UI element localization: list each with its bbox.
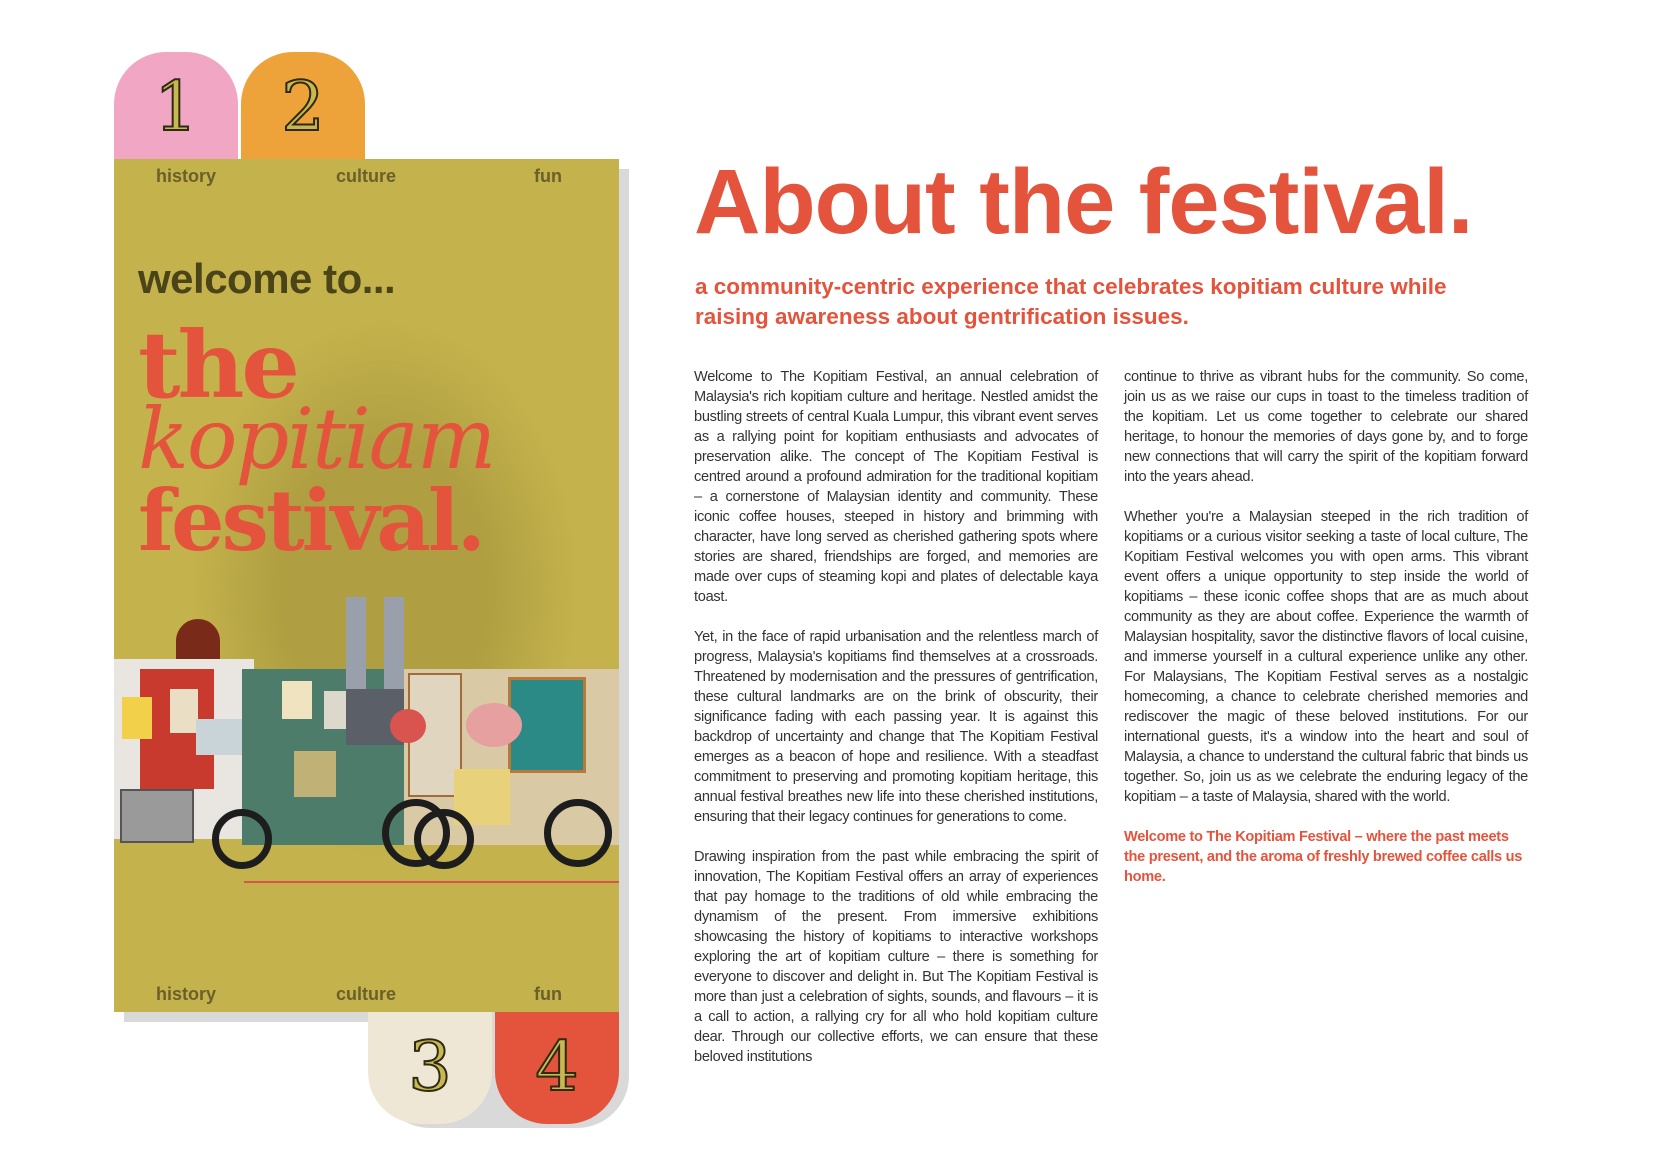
tagline-culture: culture	[336, 166, 397, 186]
article-column-2	[1124, 367, 1528, 907]
tab-number: 2	[281, 68, 325, 147]
poster-sign	[170, 689, 198, 733]
tab-number: 1	[154, 68, 198, 147]
tagline-history: history	[156, 984, 217, 1004]
tagline-culture: culture	[336, 984, 397, 1004]
article-subtitle: a community-centric experience that celebrates kopitiam culture while raising awareness about gentrification issues.	[695, 274, 1447, 329]
lantern	[390, 709, 426, 743]
article-title: About the festival.	[694, 151, 1473, 253]
poster-sign	[282, 681, 312, 719]
tagline-fun: fun	[534, 166, 562, 186]
poster	[114, 159, 619, 1012]
paragraph: Drawing inspiration from the past while embracing the spirit of innovation, The Kopitiam Festival offers an array of experiences that pay homage to the traditions of old while embracing the dynamism of the present. From immersive exhibitions showcasing the history of kopitiams to interactive workshops exploring the art of kopitiam culture – there is something for everyone to discover and delight in. But The Kopitiam Festival is more than just a celebration of sights, sounds, and flavours – it is a call to action, a rallying cry for all who hold kopitiam culture dear. Through our collective efforts, we can ensure that these beloved institutions	[694, 849, 1098, 1065]
cart-wheel	[212, 809, 272, 869]
street-illustration	[114, 599, 619, 899]
poster-sign	[196, 719, 244, 755]
tagline-history: history	[156, 166, 217, 186]
tab-4[interactable]	[495, 1012, 619, 1124]
closing-statement: Welcome to The Kopitiam Festival – where the past meets the present, and the aroma of freshly brewed coffee calls us home.	[1124, 829, 1523, 885]
poster-sign	[294, 751, 336, 797]
tab-3[interactable]	[368, 1012, 492, 1124]
ground-line	[244, 881, 619, 883]
cart-wheel	[544, 799, 612, 867]
tab-2[interactable]	[241, 52, 365, 164]
paragraph: Yet, in the face of rapid urbanisation and the relentless march of progress, Malaysia's kopitiams find themselves at a crossroads. Threatened by modernisation and the pressures of gentrification, these cultural landmarks are on the brink of obscurity, their significance fading with each passing year. It is against this backdrop of uncertainty and change that The Kopitiam Festival emerges as a beacon of hope and resilience. With a steadfast commitment to preserving and promoting kopitiam heritage, this annual festival breathes new life into these cherished institutions, ensuring that their legacy continues for generations to come.	[694, 629, 1098, 825]
festival-title-line3: festival.	[138, 471, 483, 570]
paragraph: Welcome to The Kopitiam Festival, an annual celebration of Malaysia's rich kopitiam culture and heritage. Nestled amidst the bustling streets of central Kuala Lumpur, this vibrant event serves as a rallying point for kopitiam enthusiasts and advocates of preservation alike. The concept of The Kopitiam Festival is centred around a profound admiration for the traditional kopitiam – a cornerstone of Malaysian identity and community. These iconic coffee houses, steeped in history and brimming with character, have long served as cherished gathering spots where stories are shared, friendships are forged, and memories are made over cups of steaming kopi and plates of delectable kaya toast.	[694, 369, 1098, 605]
festival-title-line2: kopitiam	[138, 390, 495, 488]
paragraph: continue to thrive as vibrant hubs for the community. So come, join us as we raise our cups in toast to the timeless tradition of the kopitiam. Let us come together to celebrate our shared heritage, to honour the memories of days gone by, and to forge new connections that will carry the spirit of the kopitiam forward into the years ahead.	[1124, 369, 1528, 485]
festival-title-line1: the	[138, 311, 297, 419]
poster-sign	[122, 697, 152, 739]
lantern	[466, 703, 522, 747]
tab-1[interactable]	[114, 52, 238, 164]
tab-number: 4	[535, 1028, 579, 1107]
paragraph: Whether you're a Malaysian steeped in the rich tradition of kopitiams or a curious visitor seeking a taste of local culture, The Kopitiam Festival welcomes you with open arms. This vibrant event offers a unique opportunity to step inside the world of kopitiams – these iconic coffee shops that are as much about community as they are about coffee. Experience the warmth of Malaysian hospitality, savor the distinctive flavors of local cuisine, and immerse yourself in a cultural experience unlike any other. For Malaysians, The Kopitiam Festival serves as a nostalgic homecoming, a chance to celebrate cherished memories and rediscover the magic of these beloved institutions. For our international guests, it's a window into the heart and soul of Malaysia, a chance to understand the cultural fabric that binds us together. So, join us as we celebrate the enduring legacy of the kopitiam – a taste of Malaysia, shared with the world.	[1124, 509, 1528, 805]
cart-box	[120, 789, 194, 843]
welcome-heading: welcome to...	[138, 255, 396, 302]
tagline-fun: fun	[534, 984, 562, 1004]
arch-window	[176, 619, 220, 659]
tab-number: 3	[408, 1028, 452, 1107]
article-column-1	[694, 367, 1098, 1087]
cart-wheel	[414, 809, 474, 869]
